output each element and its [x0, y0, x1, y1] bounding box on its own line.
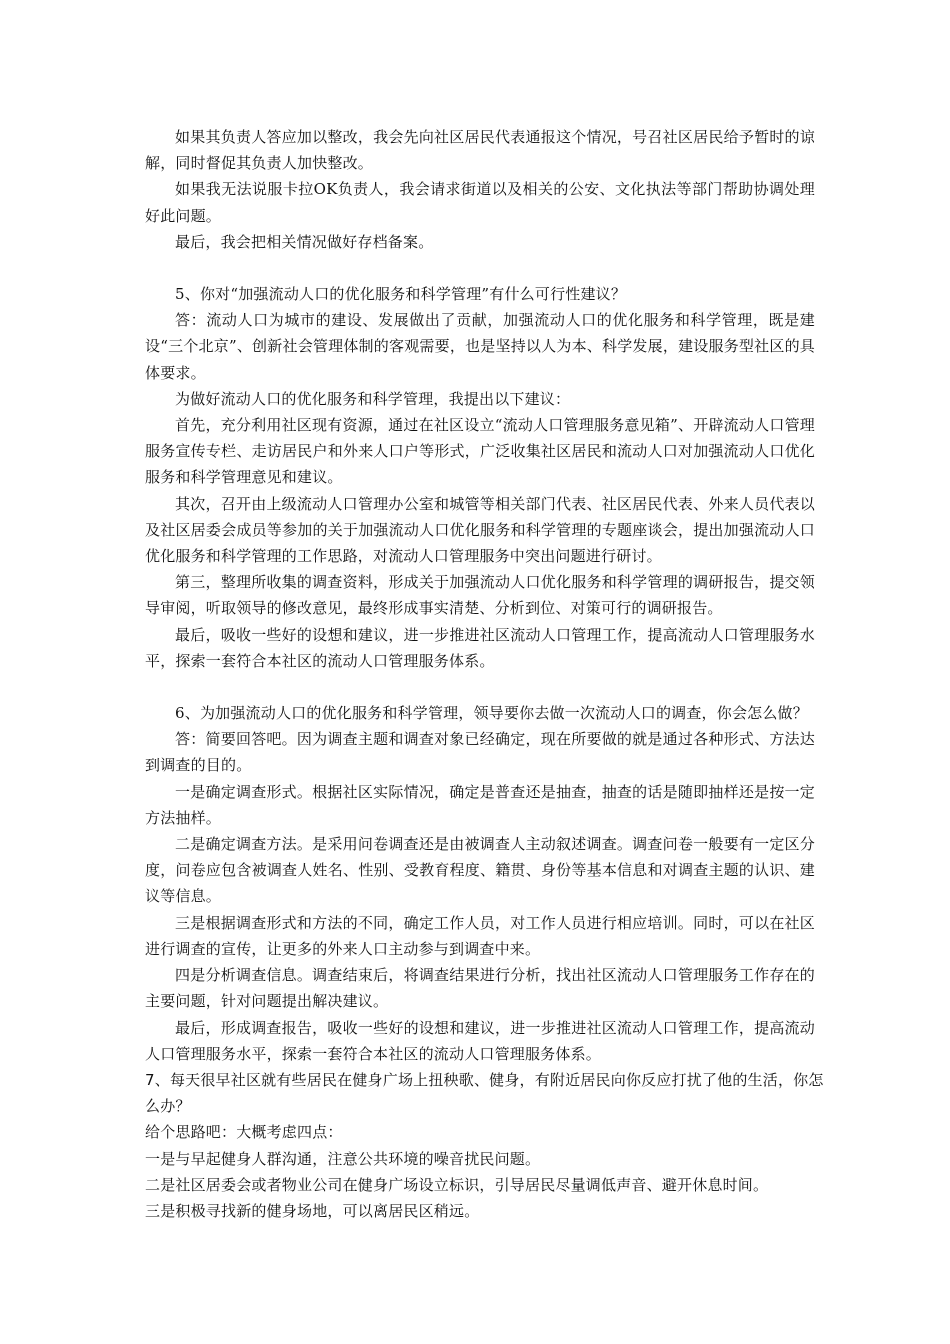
section-gap [145, 674, 815, 700]
answer-6-step-1: 一是确定调查形式。根据社区实际情况，确定是普查还是抽查，抽查的话是随即抽样还是按一定方法抽样。 [145, 782, 815, 827]
paragraph-rectification: 如果其负责人答应加以整改，我会先向社区居民代表通报这个情况，号召社区居民给予暂时的谅解，同时督促其负责人加快整改。 [145, 128, 815, 173]
answer-7-point-2: 二是社区居委会或者物业公司在健身广场设立标识，引导居民尽量调低声音、避开休息时间。 [145, 1175, 769, 1194]
answer-6-step-3: 三是根据调查形式和方法的不同，确定工作人员，对工作人员进行相应培训。同时，可以在社区进行调查的宣传，让更多的外来人口主动参与到调查中来。 [145, 913, 815, 958]
answer-6-step-2: 二是确定调查方法。是采用问卷调查还是由被调查人主动叙述调查。调查问卷一般要有一定区分度，问卷应包含被调查人姓名、性别、受教育程度、籍贯、身份等基本信息和对调查主题的认识、建议等信息。 [145, 835, 815, 906]
question-5: 5、你对“加强流动人口的优化服务和科学管理”有什么可行性建议？ [175, 285, 627, 304]
document-body [145, 124, 815, 1067]
answer-5: 答：流动人口为城市的建设、发展做出了贡献，加强流动人口的优化服务和科学管理，既是建设“三个北京”、创新社会管理体制的客观需要，也是坚持以人为本、科学发展，建设服务型社区的具体要求。 [145, 311, 815, 382]
answer-6: 答：简要回答吧。因为调查主题和调查对象已经确定，现在所要做的就是通过各种形式、方法达到调查的目的。 [145, 730, 815, 775]
answer-6-step-5: 最后，形成调查报告，吸收一些好的设想和建议，进一步推进社区流动人口管理工作，提高流动人口管理服务水平，探索一套符合本社区的流动人口管理服务体系。 [145, 1018, 815, 1063]
answer-5-intro: 为做好流动人口的优化服务和科学管理，我提出以下建议： [175, 389, 571, 408]
question-7: 7、每天很早社区就有些居民在健身广场上扭秧歌、健身，有附近居民向你反应打扰了他的生活，你怎么办？ [145, 1071, 824, 1116]
answer-5-step-4: 最后，吸收一些好的设想和建议，进一步推进社区流动人口管理工作，提高流动人口管理服务水平，探索一套符合本社区的流动人口管理服务体系。 [145, 625, 815, 670]
section-gap [145, 255, 815, 281]
answer-5-step-1: 首先，充分利用社区现有资源，通过在社区设立“流动人口管理服务意见箱”、开辟流动人口管理服务宣传专栏、走访居民户和外来人口户等形式，广泛收集社区居民和流动人口对加强流动人口优化服务和科学管理意见和建议。 [145, 416, 815, 487]
question-6: 6、为加强流动人口的优化服务和科学管理，领导要你去做一次流动人口的调查，你会怎么做？ [175, 704, 808, 723]
paragraph-request-help: 如果我无法说服卡拉OK负责人，我会请求街道以及相关的公安、文化执法等部门帮助协调处理好此问题。 [145, 180, 815, 225]
paragraph-archive: 最后，我会把相关情况做好存档备案。 [175, 232, 434, 251]
answer-7-intro: 给个思路吧：大概考虑四点： [145, 1123, 343, 1142]
answer-6-step-4: 四是分析调查信息。调查结束后，将调查结果进行分析，找出社区流动人口管理服务工作存在的主要问题，针对问题提出解决建议。 [145, 966, 815, 1011]
answer-7-point-3: 三是积极寻找新的健身场地，可以离居民区稍远。 [145, 1202, 480, 1221]
answer-5-step-3: 第三，整理所收集的调查资料，形成关于加强流动人口优化服务和科学管理的调研报告，提交领导审阅，听取领导的修改意见，最终形成事实清楚、分析到位、对策可行的调研报告。 [145, 573, 815, 618]
answer-7-point-1: 一是与早起健身人群沟通，注意公共环境的噪音扰民问题。 [145, 1149, 541, 1168]
answer-5-step-2: 其次，召开由上级流动人口管理办公室和城管等相关部门代表、社区居民代表、外来人员代表以及社区居委会成员等参加的关于加强流动人口优化服务和科学管理的专题座谈会，提出加强流动人口优化服务和科学管理的工作思路，对流动人口管理服务中突出问题进行研讨。 [145, 494, 815, 566]
question-7-block [145, 1067, 825, 1224]
